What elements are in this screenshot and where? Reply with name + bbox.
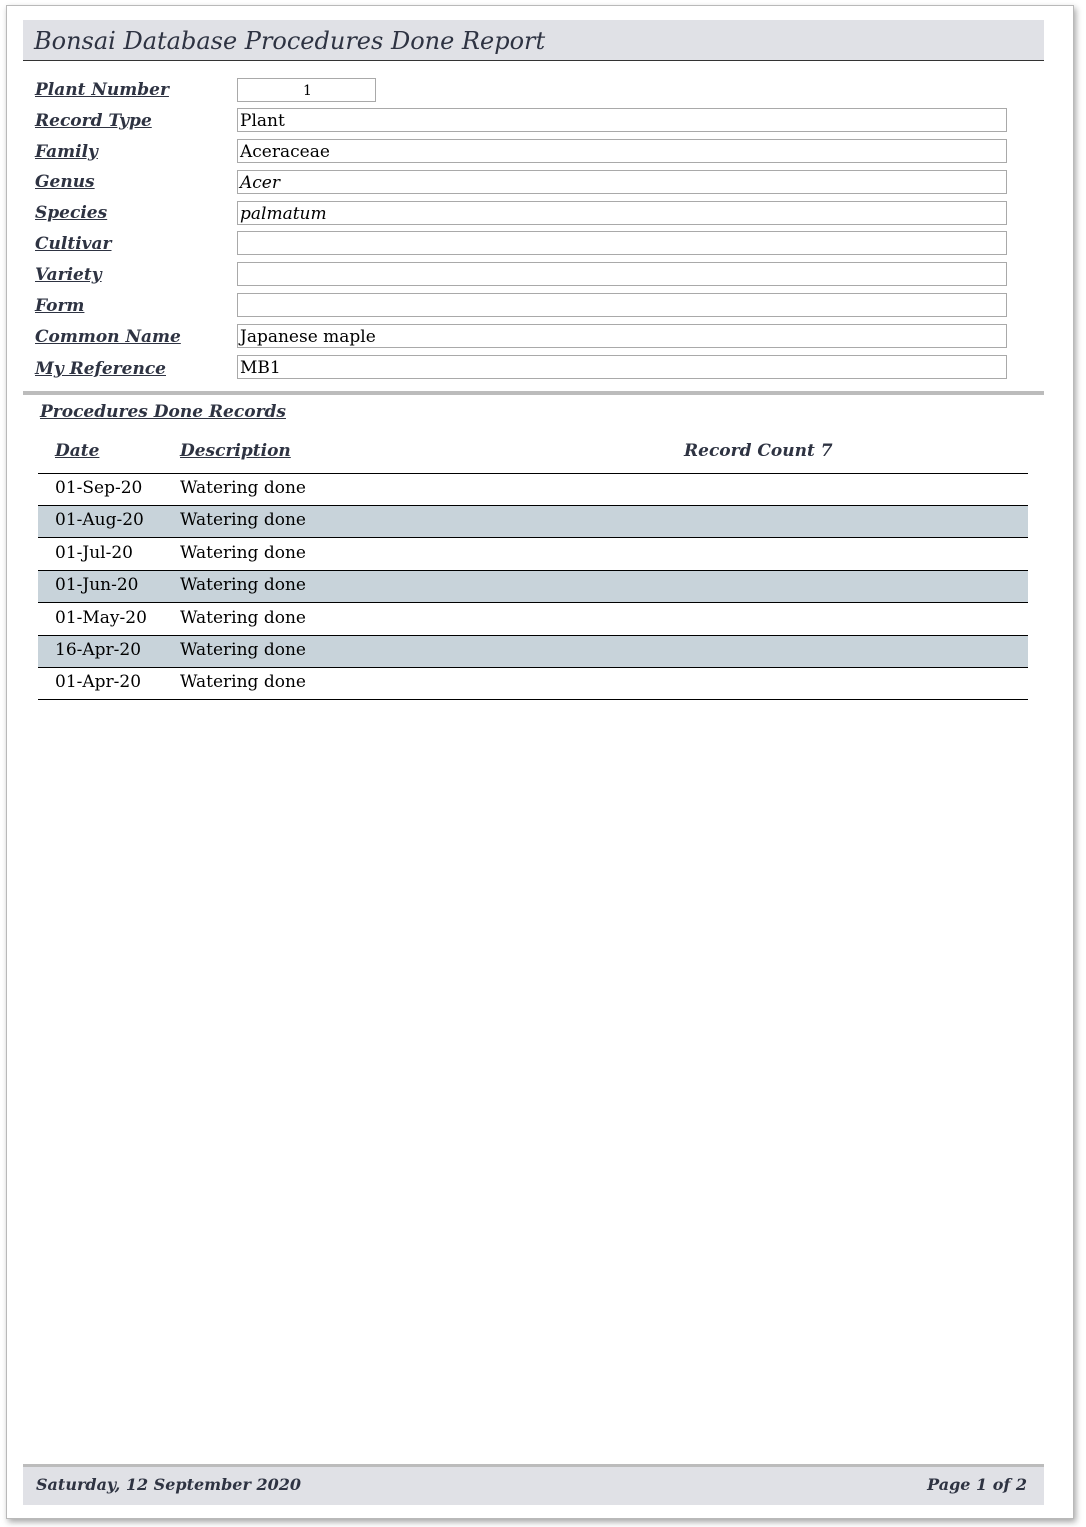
species-label: Species [35, 203, 108, 223]
report-header [23, 20, 1044, 61]
row-description: Watering done [180, 543, 306, 563]
row-date: 01-Jun-20 [55, 575, 139, 595]
my-reference-value: MB1 [237, 355, 1007, 379]
footer-date: Saturday, 12 September 2020 [36, 1475, 301, 1494]
report-page [6, 5, 1074, 1519]
plant-number-label: Plant Number [35, 80, 169, 100]
plant-number-value: 1 [237, 78, 376, 102]
table-row [38, 571, 1028, 603]
page-indicator: Page 1 of 2 [927, 1475, 1027, 1494]
genus-label: Genus [35, 172, 95, 192]
table-row [38, 604, 1028, 636]
row-description: Watering done [180, 608, 306, 628]
family-label: Family [35, 142, 98, 162]
record-count: Record Count 7 [684, 441, 833, 461]
row-date: 16-Apr-20 [55, 640, 142, 660]
row-description: Watering done [180, 478, 306, 498]
row-description: Watering done [180, 575, 306, 595]
table-row [38, 668, 1028, 700]
variety-value [237, 262, 1007, 286]
table-row [38, 474, 1028, 506]
genus-value: Acer [237, 170, 1007, 194]
row-description: Watering done [180, 510, 306, 530]
row-date: 01-Apr-20 [55, 672, 142, 692]
date-column-header: Date [55, 441, 100, 461]
row-description: Watering done [180, 672, 306, 692]
variety-label: Variety [35, 265, 102, 285]
row-date: 01-Aug-20 [55, 510, 144, 530]
common-name-value: Japanese maple [237, 324, 1007, 348]
report-footer [23, 1467, 1044, 1505]
row-description: Watering done [180, 640, 306, 660]
common-name-label: Common Name [35, 327, 181, 347]
species-value: palmatum [237, 201, 1007, 225]
form-value [237, 293, 1007, 317]
report-title: Bonsai Database Procedures Done Report [34, 27, 546, 55]
record-type-label: Record Type [35, 111, 152, 131]
row-date: 01-Jul-20 [55, 543, 133, 563]
form-label: Form [35, 296, 85, 316]
table-row [38, 539, 1028, 571]
record-type-value: Plant [237, 108, 1007, 132]
description-column-header: Description [180, 441, 291, 461]
family-value: Aceraceae [237, 139, 1007, 163]
table-row [38, 506, 1028, 538]
row-date: 01-May-20 [55, 608, 147, 628]
section-divider [23, 391, 1044, 395]
my-reference-label: My Reference [35, 359, 166, 379]
row-date: 01-Sep-20 [55, 478, 143, 498]
cultivar-label: Cultivar [35, 234, 112, 254]
procedures-section-title: Procedures Done Records [40, 402, 286, 422]
cultivar-value [237, 231, 1007, 255]
table-row [38, 636, 1028, 668]
